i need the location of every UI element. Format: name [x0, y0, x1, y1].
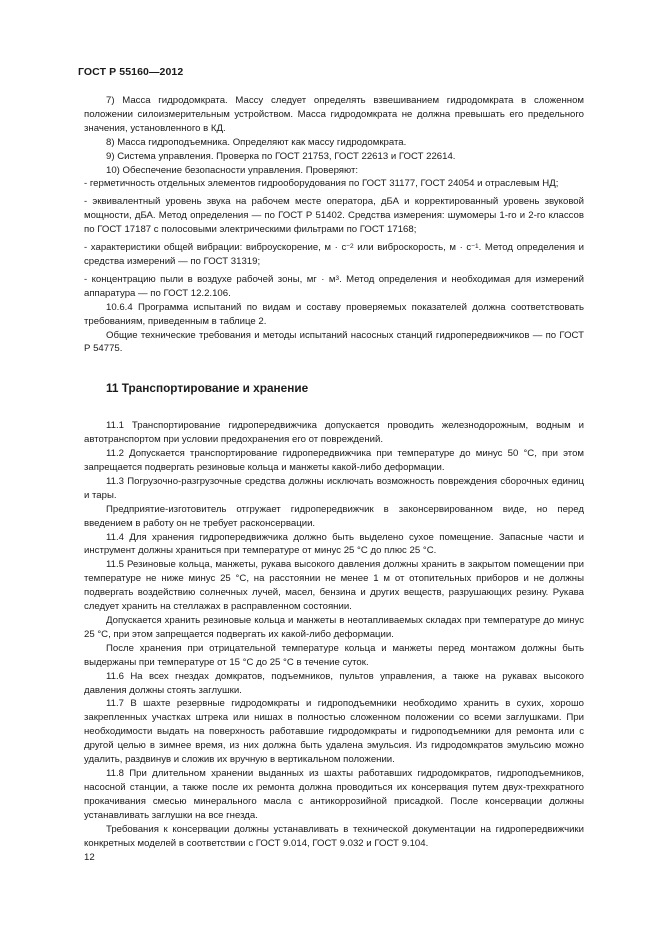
vibration-exponent-1: −2 [346, 243, 354, 251]
vibration-text-1: - характеристики общей вибрации: виброускорение, м · с [84, 242, 347, 254]
vibration-exponent-2: −1 [471, 243, 479, 251]
paragraph-conservation-requirements: Требования к консервации должны устанавливать в технической документации на гидропередвижчики конкретных моделей в соответствии с ГОСТ 9.014, ГОСТ 9.032 и ГОСТ 9.104. [84, 823, 584, 849]
paragraph-11-6: 11.6 На всех гнездах домкратов, подъемников, пультов управления, а также на рукавах высокого давления должны стоять заглушки. [84, 670, 584, 696]
dust-exponent: 3 [335, 274, 340, 282]
paragraph-10-6-4: 10.6.4 Программа испытаний по видам и составу проверяемых показателей должна соответствовать требованиям, приведенным в таблице 2. [84, 301, 584, 327]
paragraph-item-10: 10) Обеспечение безопасности управления. Проверяют: [106, 164, 359, 176]
section-title: 11 Транспортирование и хранение [106, 381, 309, 396]
list-item-vibration [84, 241, 584, 269]
dust-text-2: . Метод определения и необходимая для измерений аппаратура — по ГОСТ 12.2.106. [84, 273, 584, 299]
paragraph-11-3: 11.3 Погрузочно-разгрузочные средства должны исключать возможность повреждения сборочных единиц и тары. [84, 475, 584, 501]
vibration-text-3: . Метод определения и средства измерений — по ГОСТ 31319; [84, 242, 584, 267]
paragraph-11-4: 11.4 Для хранения гидропередвижчика должно быть выделено сухое помещение. Запасные части и инструмент должны храниться при температуре от минус 25 °С до плюс 25 °С. [84, 531, 584, 557]
paragraph-pump-stations: Общие технические требования и методы испытаний насосных станций гидропередвижчиков — по ГОСТ Р 54775. [84, 329, 584, 355]
paragraph-item-7: 7) Масса гидродомкрата. Массу следует определять взвешиванием гидродомкрата в сложенном положении силоизмерительным устройством. Масса гидродомкрата не должна превышать его предельного значения, установленного в КД. [84, 95, 584, 134]
page-number: 12 [84, 852, 95, 863]
paragraph-11-5: 11.5 Резиновые кольца, манжеты, рукава высокого давления должны хранить в закрытом помещении при температуре не ниже минус 25 °С, на расстоянии не менее 1 м от отопительных приборов и не должны подвергать воздействию солнечных лучей, масел, бензина и других веществ, разрушающих резину. Рукава следует хранить на стеллажах в расправленном состоянии. [84, 559, 584, 613]
vibration-text-2: или виброскорость, м · с [353, 242, 472, 254]
paragraph-item-8: 8) Масса гидроподъемника. Определяют как массу гидродомкрата. [106, 136, 407, 148]
paragraph-11-1: 11.1 Транспортирование гидропередвижчика допускается проводить железнодорожным, водным и автотранспортом при условии предохранения его от повреждений. [84, 420, 584, 446]
paragraph-manufacturer: Предприятие-изготовитель отгружает гидропередвижчик в законсервированном виде, но перед введением в работу он не требует расконсервации. [84, 503, 584, 529]
paragraph-11-2: 11.2 Допускается транспортирование гидропередвижчика при температуре до минус 50 °С, при этом запрещается подвергать резиновые кольца и манжеты какой-либо деформации. [84, 448, 584, 474]
page-body [84, 94, 584, 850]
dust-text-1: - концентрацию пыли в воздухе рабочей зоны, мг · м [84, 273, 336, 285]
list-item-dust [84, 273, 584, 301]
paragraph-item-9: 9) Система управления. Проверка по ГОСТ 21753, ГОСТ 22613 и ГОСТ 22614. [106, 150, 456, 162]
paragraph-11-7: 11.7 В шахте резервные гидродомкраты и гидроподъемники необходимо хранить в сухих, хорошо закрепленных участках штрека или нишах в полностью сложенном положении со всеми заглушками. При необходимости выдать на поверхность работавшие гидродомкраты и гидроподъемники для ремонта или с другой целью в зимнее время, из них должна быть удалена эмульсия. Из гидродомкратов эмульсию можно удалить, раздвинув и сложив их вручную в вертикальном положении. [84, 698, 584, 766]
document-header: ГОСТ Р 55160—2012 [78, 66, 184, 78]
paragraph-11-8: 11.8 При длительном хранении выданных из шахты работавших гидродомкратов, гидроподъемников, насосной станции, а также после их ремонта должна проводиться их консервация путем двух-трехкратного прокачивания смесью минерального масла с антикоррозийной присадкой. После консервации должны устанавливать заглушки на все гнезда. [84, 767, 584, 821]
list-item-noise: - эквивалентный уровень звука на рабочем месте оператора, дБА и корректированный уровень звуковой мощности, дБА. Метод определения — по ГОСТ Р 51402. Средства измерения: шумомеры 1-го и 2-го классов по ГОСТ 17187 с полосовыми электрическими фильтрами по ГОСТ 17168; [84, 196, 584, 236]
paragraph-unheated-storage: Допускается хранить резиновые кольца и манжеты в неотапливаемых складах при температуре до минус 25 °С, при этом запрещается подвергать их какой-либо деформации. [84, 615, 584, 640]
list-item-hermeticity: - герметичность отдельных элементов гидрооборудования по ГОСТ 31177, ГОСТ 24054 и отраслевым НД; [84, 178, 559, 190]
paragraph-after-storage: После хранения при отрицательной температуре кольца и манжеты перед монтажом должны быть выдержаны при температуре от 15 °С до 25 °С в течение суток. [84, 642, 584, 668]
